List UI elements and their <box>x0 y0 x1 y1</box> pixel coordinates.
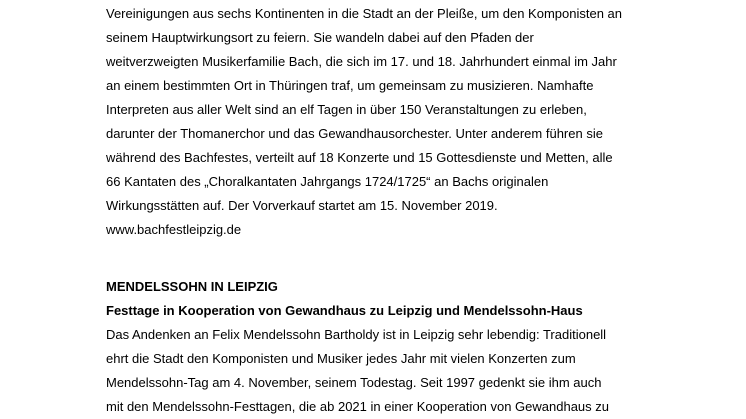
body-line: Das Andenken an Felix Mendelssohn Bartholdy ist in Leipzig sehr lebendig: Traditionell <box>106 327 607 342</box>
body-line: Vereinigungen aus sechs Kontinenten in die Stadt an der Pleiße, um den Komponisten an <box>106 6 623 21</box>
body-line: darunter der Thomanerchor und das Gewandhausorchester. Unter anderem führen sie <box>106 126 603 141</box>
body-line: ehrt die Stadt den Komponisten und Musiker jedes Jahr mit vielen Konzerten zum <box>106 351 576 366</box>
body-line: weitverzweigten Musikerfamilie Bach, die sich im 17. und 18. Jahrhundert einmal im Jahr <box>106 54 617 69</box>
body-line: Mendelssohn-Tag am 4. November, seinem Todestag. Seit 1997 gedenkt sie ihm auch <box>106 375 602 390</box>
body-line: Wirkungsstätten auf. Der Vorverkauf startet am 15. November 2019. <box>106 198 498 213</box>
body-line: Interpreten aus aller Welt sind an elf Tagen in über 150 Veranstaltungen zu erleben, <box>106 102 587 117</box>
body-line: mit den Mendelssohn-Festtagen, die ab 2021 in einer Kooperation von Gewandhaus zu <box>106 399 609 414</box>
section-subheading: Festtage in Kooperation von Gewandhaus zu Leipzig und Mendelssohn-Haus <box>106 303 583 318</box>
body-line: seinem Hauptwirkungsort zu feiern. Sie wandeln dabei auf den Pfaden der <box>106 30 534 45</box>
body-line: während des Bachfestes, verteilt auf 18 Konzerte und 15 Gottesdienste und Metten, alle <box>106 150 613 165</box>
body-line: 66 Kantaten des „Choralkantaten Jahrgangs 1724/1725“ an Bachs originalen <box>106 174 549 189</box>
website-link[interactable]: www.bachfestleipzig.de <box>106 222 242 237</box>
body-line: an einem bestimmten Ort in Thüringen traf, um gemeinsam zu musizieren. Namhafte <box>106 78 594 93</box>
section-heading: MENDELSSOHN IN LEIPZIG <box>106 279 278 294</box>
